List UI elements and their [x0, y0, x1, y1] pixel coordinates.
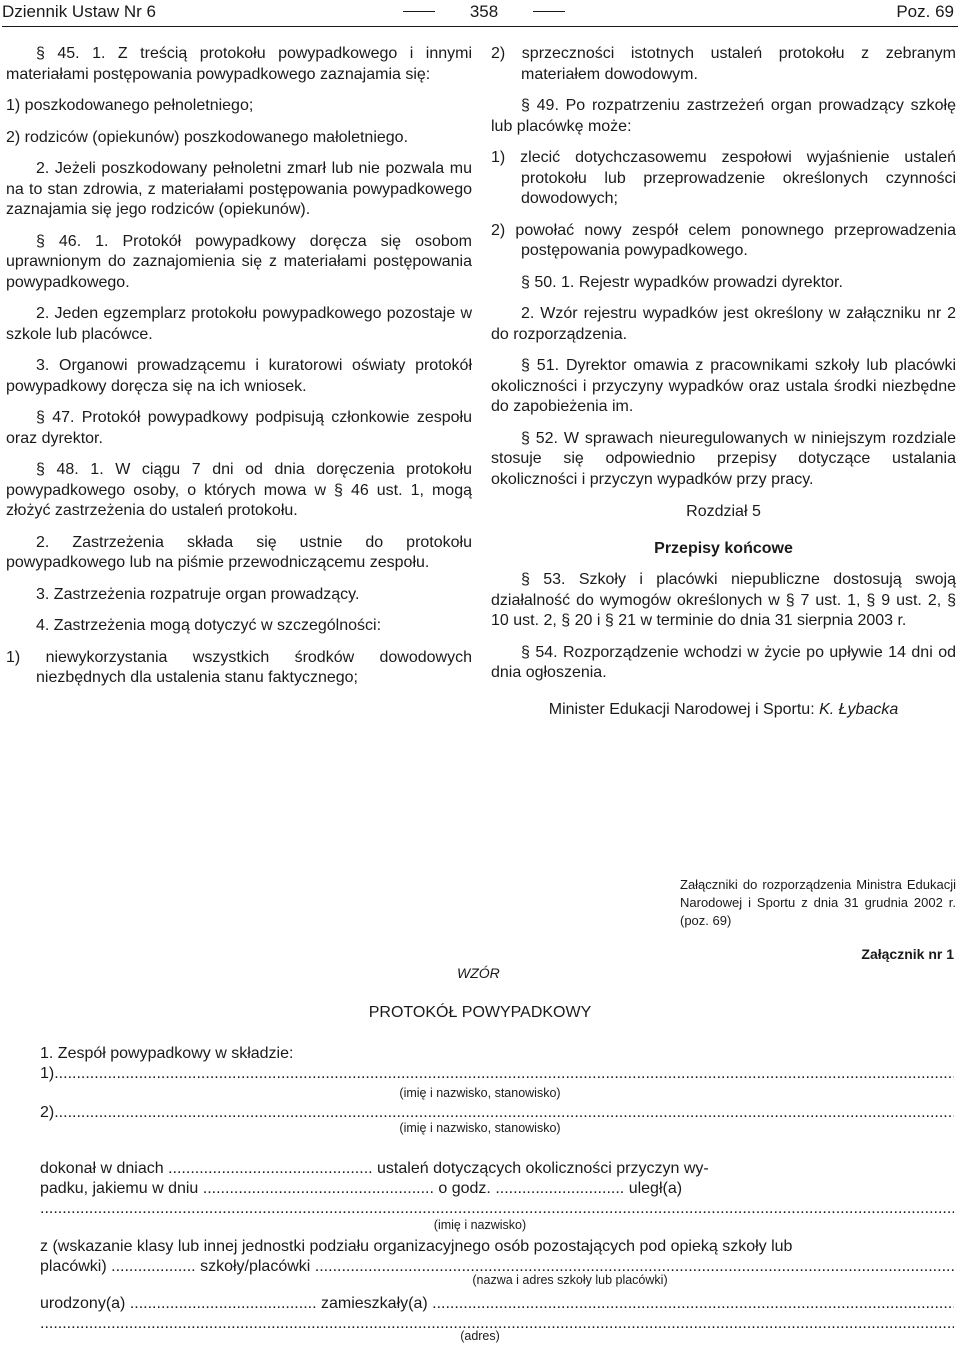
paragraph: 3. Organowi prowadzącemu i kuratorowi oświaty protokół powypadkowy doręcza się na ich wniosek.	[6, 357, 472, 395]
list-item: 1) zlecić dotychczasowemu zespołowi wyjaśnienie ustaleń protokołu lub przeprowadzenie określonych czynności dowodowych;	[491, 149, 956, 207]
list-item: 2) rodziców (opiekunów) poszkodowanego małoletniego.	[6, 128, 409, 146]
team-label: 1. Zespół powypadkowy w składzie:	[40, 1045, 294, 1062]
paragraph: § 53. Szkoły i placówki niepubliczne dostosują swoją działalność do wymogów określonych w § 7 ust. 1, § 9 ust. 2, § 10 ust. 2, § 20 i § 21 w terminie do dnia 31 sierpnia 2003 r.	[491, 571, 956, 629]
page-header	[2, 0, 958, 28]
member-2-line	[40, 1103, 954, 1123]
fill-line: .............................	[495, 1180, 625, 1197]
accident-label: padku, jakiemu w dniu	[40, 1180, 199, 1197]
paragraph: § 52. W sprawach nieuregulowanych w niniejszym rozdziale stosuje się odpowiednio przepisy dotyczące ustalania okoliczności i przyczyn wypadków przy pracy.	[491, 429, 956, 488]
fill-line: ....................................................	[202, 1180, 434, 1197]
page-number: 358	[439, 0, 529, 24]
circumstances-label: ustaleń dotyczących okoliczności przyczyn wy-	[377, 1160, 709, 1177]
resides-label: zamieszkały(a)	[320, 1295, 428, 1312]
member-caption: (imię i nazwisko, stanowisko)	[399, 1121, 561, 1135]
address-caption: (adres)	[460, 1329, 500, 1343]
fill-line: ...................	[111, 1258, 196, 1275]
list-item: 1) poszkodowanego pełnoletniego;	[6, 97, 254, 114]
paragraph: § 45. 1. Z treścią protokołu powypadkowego i innymi materiałami postępowania powypadkowego zaznajamia się:	[6, 45, 472, 83]
paragraph: § 46. 1. Protokół powypadkowy doręcza się osobom uprawnionym do zaznajomienia się z materiałami postępowania powypadkowego.	[6, 232, 472, 291]
paragraph: § 51. Dyrektor omawia z pracownikami szkoły lub placówki okoliczności i przyczyny wypadków oraz ustala środki niezbędne do zapobieżenia im.	[491, 357, 956, 415]
list-item: 2) powołać nowy zespół celem ponownego przeprowadzenia postępowania powypadkowego.	[491, 221, 956, 259]
days-line	[40, 1159, 954, 1179]
paragraph: 2. Jeżeli poszkodowany pełnoletni zmarł lub nie pozwala mu na to stan zdrowia, z materiałami postępowania powypadkowego zaznajamia się jego rodziców (opiekunów).	[6, 160, 472, 218]
paragraph: § 50. 1. Rejestr wypadków prowadzi dyrektor.	[521, 273, 843, 291]
fill-line: ..............................................	[168, 1160, 373, 1177]
paragraph: § 47. Protokół powypadkowy podpisują członkowie zespołu oraz dyrektor.	[6, 409, 472, 447]
list-item: 1) niewykorzystania wszystkich środków dowodowych niezbędnych dla ustalenia stanu faktycznego;	[6, 648, 472, 686]
suffered-label: uległ(a)	[628, 1180, 683, 1197]
member-1-line	[40, 1064, 954, 1084]
signature	[491, 700, 956, 721]
list-item: 2) sprzeczności istotnych ustaleń protokołu z zebranym materiałem dowodowym.	[491, 45, 956, 83]
born-line	[40, 1294, 954, 1314]
signature-prefix: Minister Edukacji Narodowej i Sportu:	[548, 700, 815, 718]
header-rule	[2, 26, 958, 27]
hour-label: o godz.	[438, 1180, 491, 1197]
paragraph: 3. Zastrzeżenia rozpatruje organ prowadzący.	[36, 585, 360, 603]
attachment-number: Załącznik nr 1	[861, 946, 954, 962]
class-text: z (wskazanie klasy lub innej jednostki podziału organizacyjnego osób pozostających pod opieką szkoły lub	[40, 1238, 793, 1255]
class-section	[40, 1237, 954, 1277]
school-caption: (nazwa i adres szkoły lub placówki)	[472, 1273, 668, 1287]
team-section	[40, 1044, 954, 1084]
chapter-title: Przepisy końcowe	[654, 539, 793, 557]
form-label: WZÓR	[457, 965, 500, 981]
accident-section	[40, 1159, 954, 1219]
attachment-note: Załączniki do rozporządzenia Ministra Edukacji Narodowej i Sportu z dnia 31 grudnia 2002 r. (poz. 69)	[680, 877, 956, 928]
accident-line	[40, 1179, 954, 1199]
paragraph: § 49. Po rozpatrzeniu zastrzeżeń organ prowadzący szkołę lub placówkę może:	[491, 97, 956, 135]
member-1-label: 1)	[40, 1065, 55, 1082]
position-number: Poz. 69	[896, 2, 954, 21]
member-caption: (imię i nazwisko, stanowisko)	[399, 1086, 561, 1100]
fill-line: ..........................................	[129, 1295, 317, 1312]
signature-name: K. Łybacka	[819, 700, 899, 718]
institution-label: placówki)	[40, 1258, 107, 1275]
personal-section	[40, 1294, 954, 1334]
paragraph: § 54. Rozporządzenie wchodzi w życie po upływie 14 dni od dnia ogłoszenia.	[491, 643, 956, 681]
school-label: szkoły/placówki	[200, 1258, 311, 1275]
fill-line	[432, 1295, 954, 1312]
chapter-heading: Rozdział 5	[686, 503, 761, 520]
left-column	[6, 44, 472, 700]
name-caption: (imię i nazwisko)	[433, 1218, 527, 1232]
right-column	[491, 44, 956, 731]
born-label: urodzony(a)	[40, 1295, 126, 1312]
paragraph: § 48. 1. W ciągu 7 dni od dnia doręczenia protokołu powypadkowego osoby, o których mowa w § 46 ust. 1, mogą złożyć zastrzeżenia do ustaleń protokołu.	[6, 461, 472, 519]
days-label: dokonał w dniach	[40, 1160, 164, 1177]
paragraph: 2. Jeden egzemplarz protokołu powypadkowego pozostaje w szkole lub placówce.	[6, 305, 472, 343]
fill-line	[40, 1199, 954, 1219]
form-title: PROTOKÓŁ POWYPADKOWY	[368, 1004, 592, 1021]
fill-line	[54, 1065, 954, 1082]
paragraph: 2. Zastrzeżenia składa się ustnie do protokołu powypadkowego lub na piśmie przewodniczącemu zespołu.	[6, 533, 472, 571]
paragraph: 2. Wzór rejestru wypadków jest określony w załączniku nr 2 do rozporządzenia.	[491, 305, 956, 343]
paragraph: 4. Zastrzeżenia mogą dotyczyć w szczególności:	[36, 617, 382, 634]
member-2-label: 2)	[40, 1104, 55, 1121]
fill-line	[54, 1104, 954, 1121]
journal-title: Dziennik Ustaw Nr 6	[2, 2, 156, 21]
member-2-section	[40, 1103, 954, 1123]
